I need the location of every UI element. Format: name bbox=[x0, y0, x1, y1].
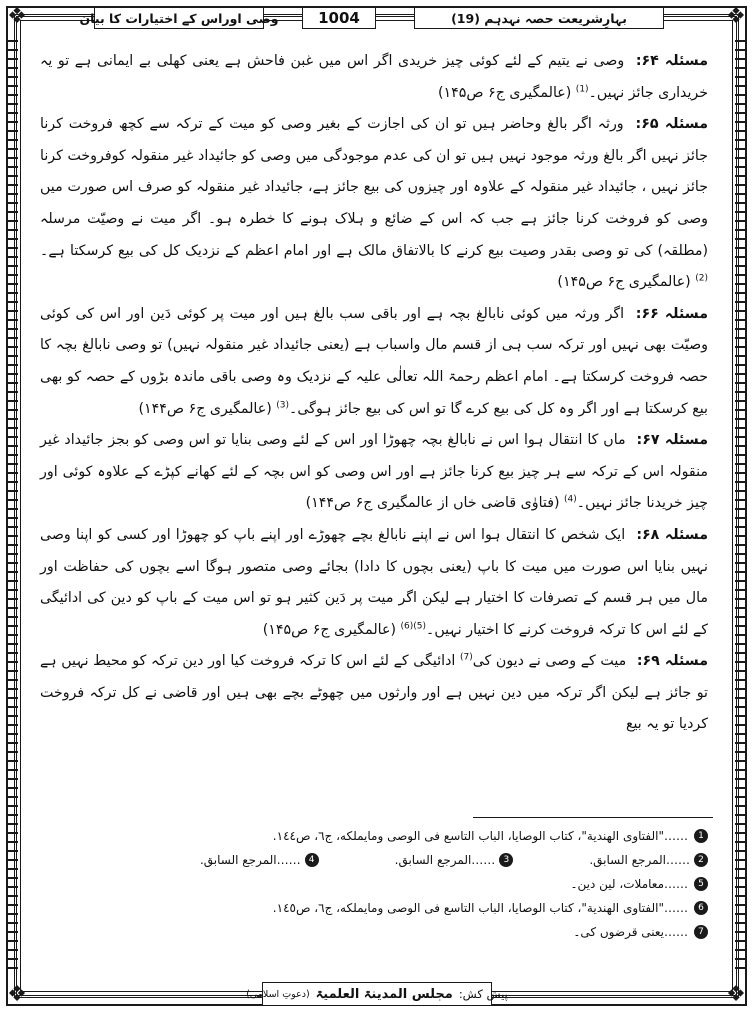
footnote-text: ……"الفتاوی الهندية"، كتاب الوصايا، الباب التاسع فی الوصی ومايملكه، ج٦، ص١٤٥. bbox=[272, 901, 688, 915]
footnote-ref[interactable]: (7) bbox=[459, 652, 473, 663]
masala-paragraph bbox=[40, 46, 708, 109]
book-title: بہارِشریعت حصہ نہدہم (19) bbox=[414, 7, 664, 29]
citation: (عالمگیری ج۶ ص۱۴۵) bbox=[557, 274, 691, 291]
masala-label: مسئلہ ۶۸: bbox=[636, 526, 708, 543]
masala-label: مسئلہ ۶۹: bbox=[636, 653, 708, 670]
masala-label: مسئلہ ۶۵: bbox=[635, 116, 708, 133]
masala-paragraph bbox=[40, 520, 708, 646]
footnote-row bbox=[40, 920, 708, 944]
main-text bbox=[40, 46, 708, 741]
footnote-ref[interactable]: (3) bbox=[276, 399, 290, 410]
footnote-divider bbox=[473, 817, 713, 818]
masala-text: ایک شخص کا انتقال ہوا اس نے اپنے نابالغ بچے چھوڑے اور اپنے باپ کو چھوڑا اور کسی کو اپنا وصی نہیں بنایا اس صورت میں میت کا باپ (یعنی بچوں کا دادا) بجائے وصی متصور ہوگا اسے بچوں کی حفاظت اور مال میں ہر قسم کے تصرفات کا اختیار ہے لیکن اگر میت پر دَین کثیر ہو تو اس میت کے باپ کو دین کی ادائیگی کے لئے اس کا ترکہ فروخت کرنے کا اختیار نہیں۔ bbox=[40, 526, 708, 638]
corner-ornament-icon: ❖ bbox=[7, 4, 27, 29]
masala-paragraph bbox=[40, 425, 708, 520]
chapter-title: وصی اوراس کے اختیارات کا بیان bbox=[94, 7, 264, 29]
footnote-number: 5 bbox=[694, 877, 708, 891]
footnote-item bbox=[200, 848, 319, 872]
footnote-number: 3 bbox=[499, 853, 513, 867]
footnotes bbox=[40, 824, 708, 944]
footnote-row bbox=[40, 848, 708, 872]
masala-text: ماں کا انتقال ہوا اس نے نابالغ بچہ چھوڑا اور اس کے لئے وصی بنایا تو اس وصی کو بجز جائیداد غیر منقولہ اس کے ترکہ سے ہر چیز بیع کرنا جائز ہے اور اس وصی کو اس بچہ کے لئے کھانے کپڑے کے علاوہ کوئی اور چیز خریدنا جائز نہیں۔ bbox=[40, 432, 708, 512]
footnote-number: 1 bbox=[694, 829, 708, 843]
masala-text: اگر ورثہ میں کوئی نابالغ بچہ ہے اور باقی سب بالغ ہیں اور میت پر کوئی دَین اور اس کی کوئی وصیّت بھی نہیں اور ترکہ سب ہی از قسم مال واسباب ہے (یعنی جائیداد غیر منقولہ نہیں) تو وصی نابالغ بچہ کا حصہ فروخت کرسکتا ہے۔ امام اعظم رحمۃ اللہ تعالٰی علیہ کے نزدیک وہ وصی باقی ماندہ بڑوں کے حصہ کو بھی بیع کرسکتا ہے اور اگر وہ کل کی بیع کرے گا تو اس کی بیع جائز ہوگی۔ bbox=[40, 305, 708, 417]
footnote-item bbox=[395, 848, 514, 872]
page-number: 1004 bbox=[302, 7, 376, 29]
corner-ornament-icon: ❖ bbox=[726, 982, 746, 1007]
citation: (عالمگیری ج۶ ص۱۴۵) bbox=[262, 621, 396, 638]
masala-label: مسئلہ ۶۶: bbox=[635, 305, 708, 322]
footnote-row bbox=[40, 872, 708, 896]
footnote-row bbox=[40, 824, 708, 848]
footnote-ref[interactable]: (4) bbox=[564, 494, 577, 505]
footnote-row bbox=[40, 896, 708, 920]
footnote-number: 4 bbox=[305, 853, 319, 867]
citation: (عالمگیری ج۶ ص۱۴۵) bbox=[437, 84, 572, 101]
border-ornament-right bbox=[735, 40, 745, 972]
masala-text: ادائیگی کے لئے اس کا ترکہ فروخت کیا اور دین ترکہ کو محیط نہیں ہے تو جائز ہے لیکن اگر ترکہ میں دین نہیں ہے اور وارثوں میں چھوٹے بچے بھی ہیں اور قاضی نے کل ترکہ فروخت کردیا تو یہ بیع bbox=[40, 653, 708, 733]
page-header bbox=[79, 6, 664, 30]
footnote-item bbox=[589, 848, 708, 872]
masala-text: ورثہ اگر بالغ وحاضر ہیں تو ان کی اجازت کے بغیر وصی کو میت کے ترکہ سے کچھ فروخت کرنا جائز نہیں اگر بالغ ورثہ موجود نہیں ہیں تو ان کی عدم موجودگی میں وصی کو جائیداد غیر منقولہ کوفروخت کرنا جائز نہیں ، جائیداد غیر منقولہ کے علاوہ اور چیزوں کی بیع جائز ہے، جائیداد غیر منقولہ کو صرف اس صورت میں وصی کو فروخت کرنا جائز ہے جب کہ اس کے ضائع و ہلاک ہونے کا خطرہ ہو۔ اگر میت نے وصیّت مرسلہ (مطلقہ) کی تو وصی بقدر وصیت بیع کرنے کا بالاتفاق مالک ہے اور امام اعظم کے نزدیک کل کی بیع کرسکتا ہے۔ bbox=[40, 116, 708, 259]
footnote-text: ……معاملات، لین دین۔ bbox=[570, 877, 688, 891]
citation: (عالمگیری ج۶ ص۱۴۴) bbox=[138, 400, 272, 417]
footnote-ref[interactable]: (5) bbox=[413, 620, 427, 631]
masala-paragraph bbox=[40, 299, 708, 425]
citation: (فتاوٰی قاضی خاں از عالمگیری ج۶ ص۱۴۴) bbox=[305, 495, 560, 512]
publisher-prefix: پیش کش: bbox=[458, 987, 508, 1001]
footnote-text: ……المرجع السابق. bbox=[394, 853, 496, 867]
masala-label: مسئلہ ۶۷: bbox=[636, 432, 708, 449]
footnote-ref[interactable]: (1) bbox=[575, 83, 589, 94]
publisher-name: مجلس المدینۃ العلمیۃ bbox=[315, 986, 453, 1002]
corner-ornament-icon: ❖ bbox=[726, 4, 746, 29]
border-ornament-left bbox=[8, 40, 18, 972]
footnote-text: ……المرجع السابق. bbox=[589, 853, 690, 867]
footnote-text: ……"الفتاوی الهندية"، كتاب الوصايا، الباب التاسع فی الوصی ومايملكه، ج٦، ص١٤٤. bbox=[272, 829, 688, 843]
corner-ornament-icon: ❖ bbox=[7, 982, 27, 1007]
publisher-bar bbox=[246, 982, 508, 1006]
footnote-ref[interactable]: (6) bbox=[400, 620, 414, 631]
footnote-number: 7 bbox=[694, 925, 708, 939]
masala-text: وصی نے یتیم کے لئے کوئی چیز خریدی اگر اس میں غبن فاحش ہے یعنی کھلی بے ایمانی ہے تو یہ خریداری جائز نہیں۔ bbox=[40, 53, 708, 101]
footnote-text: ……المرجع السابق. bbox=[199, 853, 301, 867]
masala-paragraph bbox=[40, 109, 708, 299]
footnote-ref[interactable]: (2) bbox=[695, 273, 708, 284]
masala-label: مسئلہ ۶۴: bbox=[635, 53, 709, 69]
publisher-sub: (دعوتِ اسلامی) bbox=[246, 988, 310, 1000]
footnote-number: 2 bbox=[694, 853, 708, 867]
footnote-text: ……یعنی قرضوں کی۔ bbox=[573, 925, 688, 939]
masala-paragraph bbox=[40, 646, 708, 741]
footnote-number: 6 bbox=[694, 901, 708, 915]
masala-text: میت کے وصی نے دیون کی bbox=[472, 653, 627, 670]
